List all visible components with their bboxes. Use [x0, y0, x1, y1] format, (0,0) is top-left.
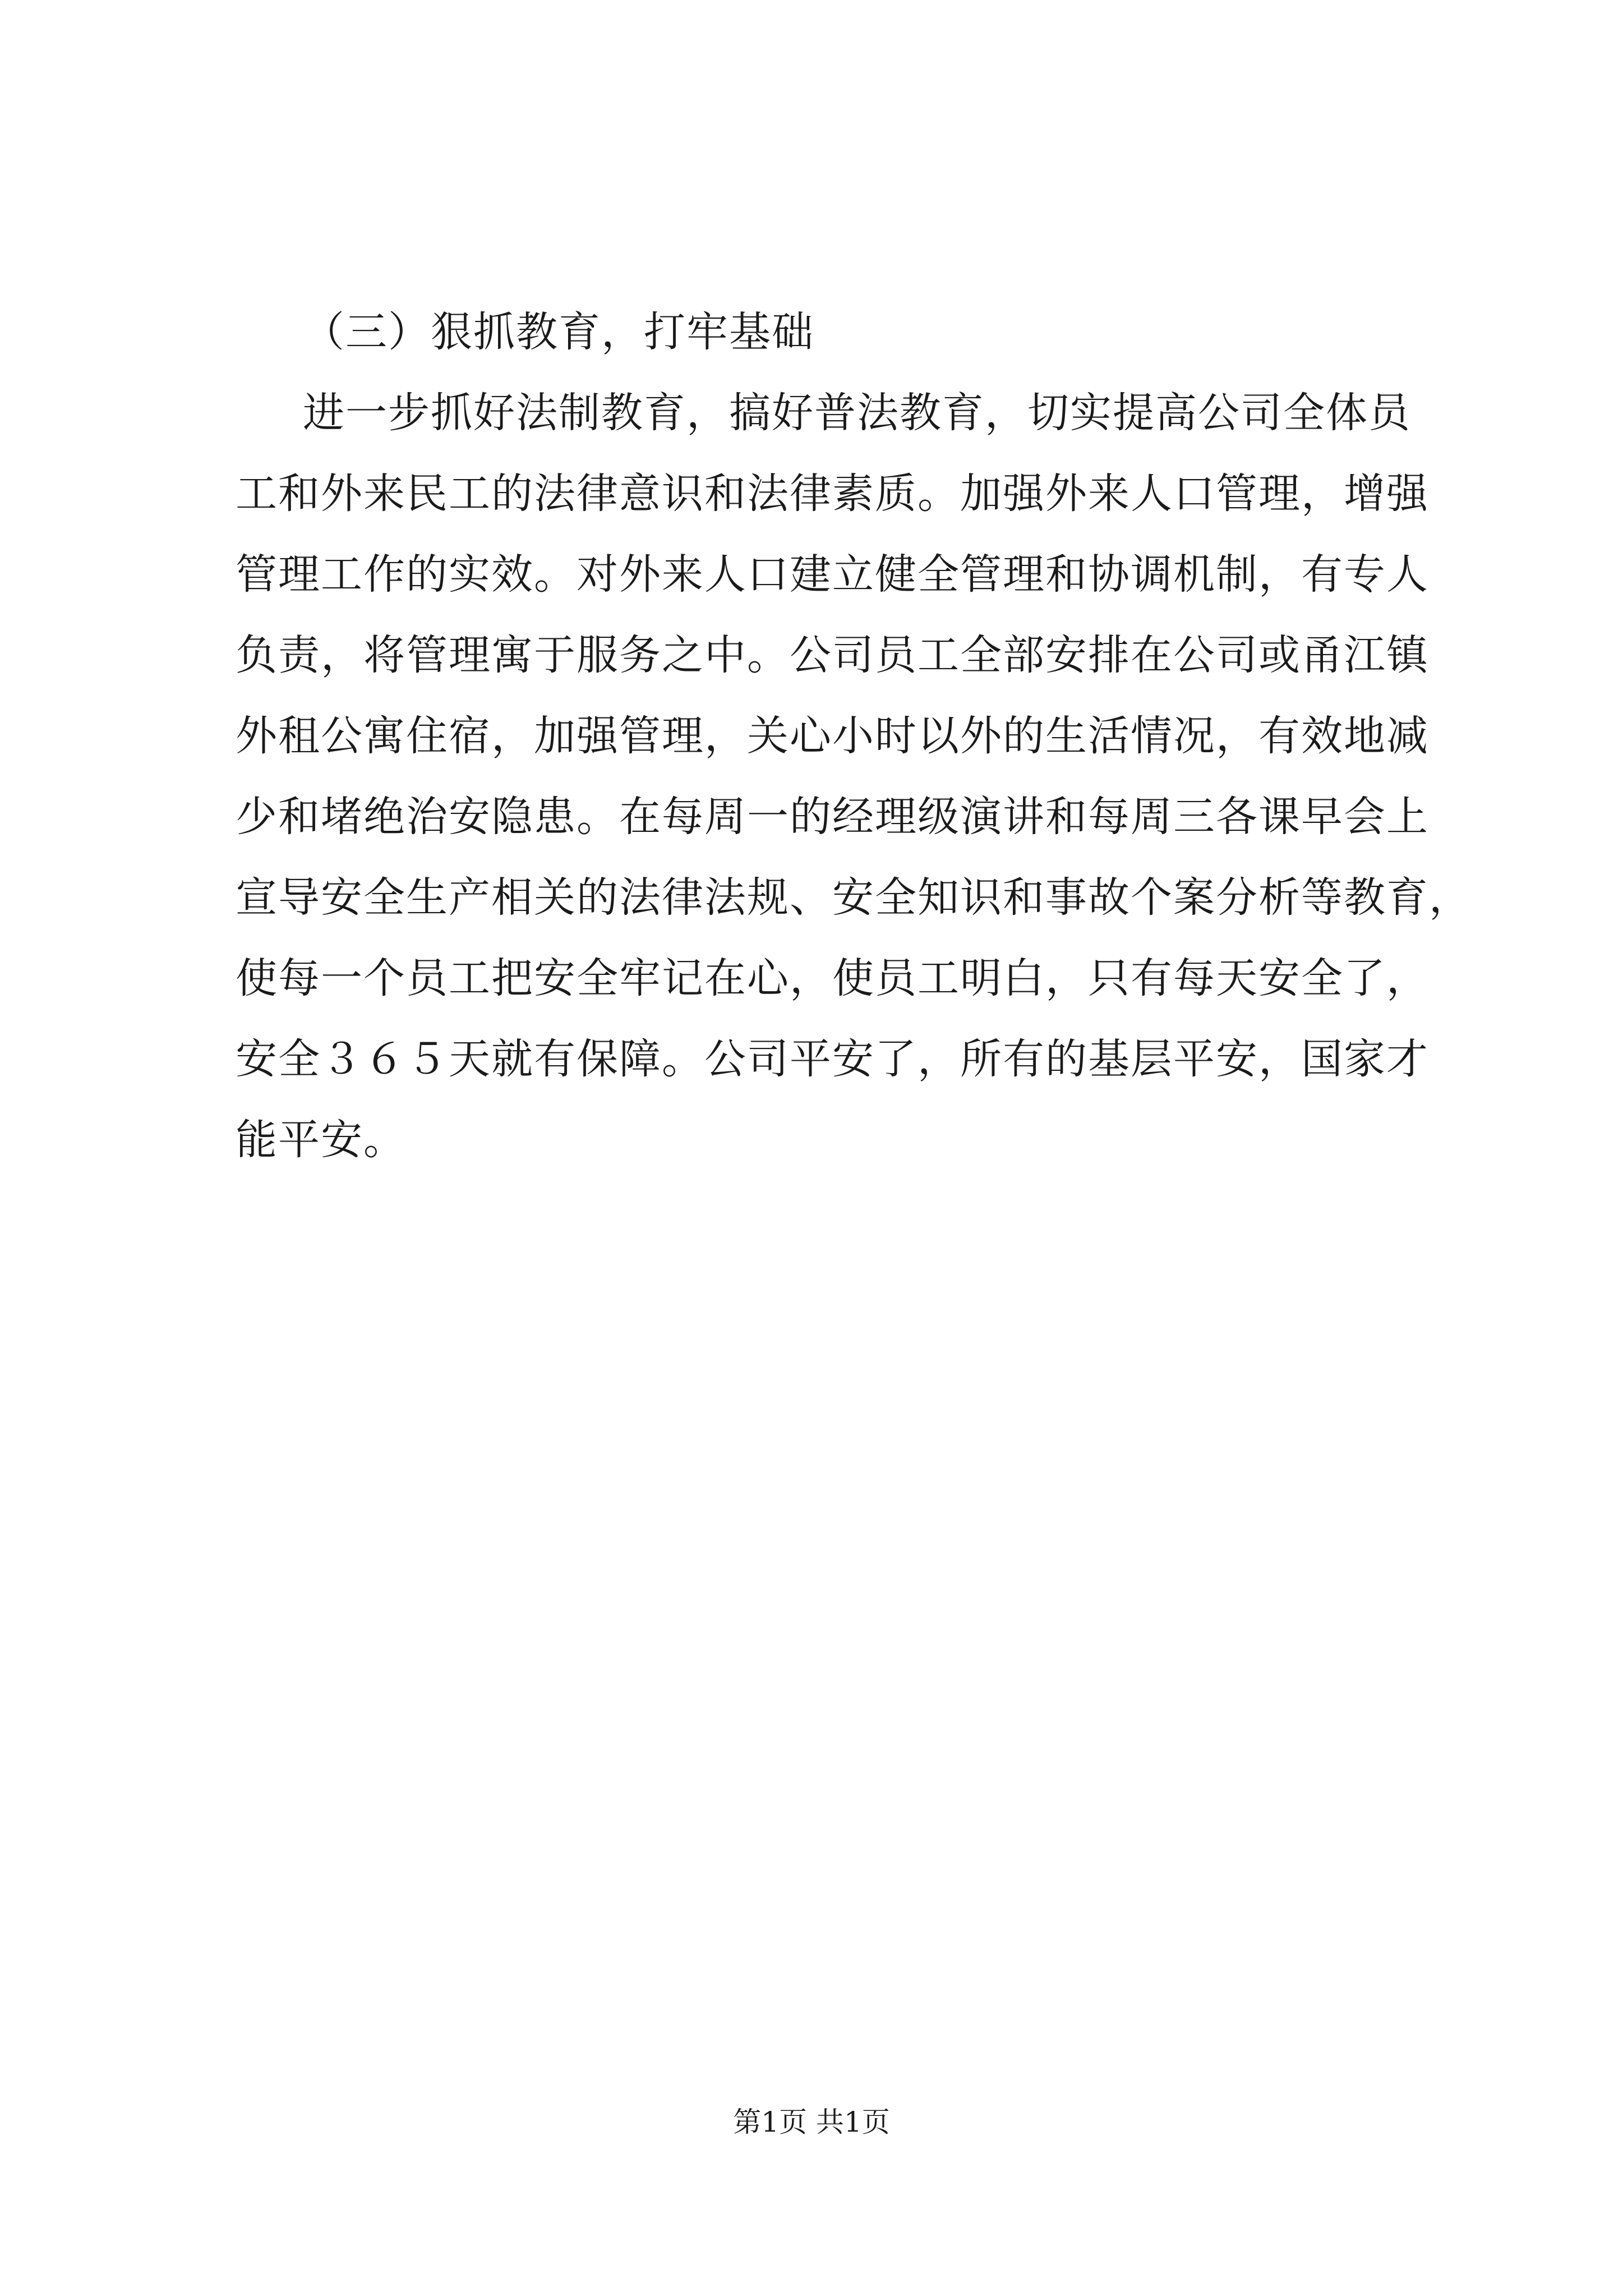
paragraph-line: 使每一个员工把安全牢记在心，使员工明白，只有每天安全了，	[236, 954, 1429, 1002]
paragraph-line: 进一步抓好法制教育，搞好普法教育，切实提高公司全体员	[303, 389, 1411, 437]
paragraph-line: 宣导安全生产相关的法律法规、安全知识和事故个案分析等教育，	[236, 873, 1472, 922]
section-heading: （三）狠抓教育，打牢基础	[303, 308, 814, 356]
paragraph-line: 工和外来民工的法律意识和法律素质。加强外来人口管理，增强	[236, 470, 1429, 518]
paragraph-line: 少和堵绝治安隐患。在每周一的经理级演讲和每周三各课早会上	[236, 793, 1429, 841]
paragraph-line: 能平安。	[236, 1116, 406, 1164]
paragraph-line: 外租公寓住宿，加强管理，关心小时以外的生活情况，有效地减	[236, 712, 1429, 760]
page-footer: 第1页 共1页	[733, 2106, 890, 2138]
paragraph-line: 管理工作的实效。对外来人口建立健全管理和协调机制，有专人	[236, 550, 1429, 599]
body-paragraph	[236, 372, 1472, 1180]
document-body	[236, 292, 1472, 1180]
paragraph-line: 安全３６５天就有保障。公司平安了，所有的基层平安，国家才	[236, 1035, 1429, 1083]
paragraph-line: 负责，将管理寓于服务之中。公司员工全部安排在公司或甬江镇	[236, 631, 1429, 679]
